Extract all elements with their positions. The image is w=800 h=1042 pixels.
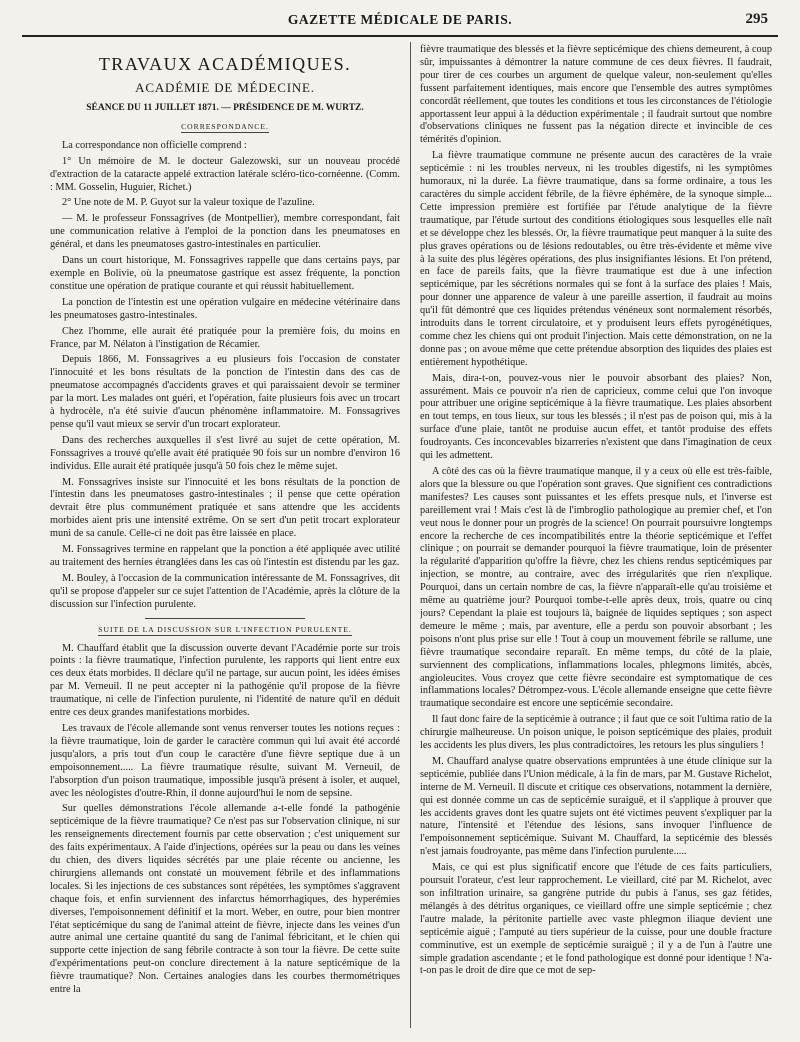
paragraph: Il faut donc faire de la septicémie à outrance ; il faut que ce soit l'ultima ratio de la chirurgie malheureuse. Un poison unique, le poison septicémique des plaies, produit les accidents les plus divers, les plus contradictoires, les retours les plus singuliers ! <box>420 714 772 752</box>
correspondence-label: CORRESPONDANCE. <box>181 121 269 131</box>
paragraph: Sur quelles démonstrations l'école allemande a-t-elle fondé la pathogénie septicémique de la fièvre traumatique? Ce n'est pas sur l'observation clinique, ni sur les renseignements directement fournis par cette observation ; c'est uniquement sur des faits expérimentaux. A l'aide d'injections, opérées sur la peau ou dans les veines du chien, des divers liquides sécrétés par une plaie récente ou ancienne, les chirurgiens allemands ont constaté un mouvement fébrile et des inflammations locales. Si les injections de ces substances sont répétées, les symptômes s'aggravent chaque fois, et enfin surviennent des infarctus hémorrhagiques, des hyperémies diverses, l'empoisonnement définitif et la mort. Weber, en outre, pour bien montrer l'état septicémique du sang de l'animal atteint de fièvre, injecte dans les veines d'un autre animal une certaine quantité du sang de l'animal fébricitant, et le chien qui supporte cette injection de sang fébrile contracte à son tour la fièvre. De cette suite d'expérimentations peut-on conclure directement à la nature septicémique de la fièvre traumatique? Non. Certaines analogies dans les courbes thermométriques entre la <box>50 803 400 996</box>
paragraph: M. Chauffard établit que la discussion ouverte devant l'Académie porte sur trois points : la fièvre traumatique, l'infection purulente, les rapports qui lient entre eux ces deux états morbides. Il déclare qu'il ne partage, sur aucun point, les idées émises par M. Verneuil. Il ne peut accepter ni la pathogénie qu'il propose de la fièvre traumatique, ni celle de l'infection purulente, ni l'identité de nature qu'il en déduit entre ces deux grandes manifestations morbides. <box>50 642 400 719</box>
correspondence-heading <box>50 121 400 134</box>
paragraph: M. Chauffard analyse quatre observations empruntées à une étude clinique sur la septicémie, publiée dans l'Union médicale, à la fin de mars, par M. Gustave Richelot, interne de M. Verneuil. Il discute et critique ces observations, notamment la dernière, qui est donnée comme un cas de septicémie suraiguë, et il s'applique à prouver que les accidents graves dont les quatre sujets ont été victimes peuvent s'expliquer par la nature, l'intensité et l'étendue des lésions, sans invoquer l'influence de l'empoisonnement septicémique. Suivant M. Chauffard, la septicémie des blessés n'est jamais foudroyante, pas même dans l'infection purulente..... <box>420 755 772 858</box>
discussion-label: SUITE DE LA DISCUSSION SUR L'INFECTION PURULENTE. <box>98 624 352 634</box>
left-column <box>50 44 400 1030</box>
section-separator <box>145 618 305 619</box>
discussion-heading <box>50 624 400 637</box>
paragraph: Les travaux de l'école allemande sont venus renverser toutes les notions reçues : la fièvre traumatique, loin de garder le caractère commun qui lui avait été accordé jusqu'alors, a pris tout d'un coup le caractère d'une fièvre septique due à un empoisonnement..... La fièvre traumatique résulte, suivant M. Verneuil, de l'absorption d'un poison traumatique, impossible jusqu'à présent à isoler, et auquel, avec les néologistes d'outre-Rhin, il donne aujourd'hui le nom de sepsine. <box>50 722 400 799</box>
paragraph: La correspondance non officielle comprend : <box>62 139 247 151</box>
paragraph: Mais, ce qui est plus significatif encore que l'étude de ces faits particuliers, poursuit l'orateur, c'est leur rapprochement. Le vieillard, cité par M. Richelot, avec son infiltration urinaire, sa gangrène putride du pubis à l'anus, ses gaz fétides, mélangés à des détritus organiques, ce vieillard offre une simple septicémie ; chez l'autre malade, la péritonite partielle avec vaste phlegmon iliaque devient une septicémie aiguë ; l'amputé au tiers supérieur de la cuisse, pour une double fracture comminutive, est un exemple de septicémie suraiguë ; il y a de l'un à l'autre une simple gradation ascendante ; et le fond pathologique est donné pour identique ! N'a-t-on pas le droit de dire que ce mot de sep- <box>420 862 772 977</box>
paragraph: Dans un court historique, M. Fonssagrives rappelle que dans certains pays, par exemple en Bolivie, où la pneumatose gastrique est assez fréquente, la ponction constitue une opération de pratique courante et qui réussit habituellement. <box>50 255 400 292</box>
paragraph: Depuis 1866, M. Fonssagrives a eu plusieurs fois l'occasion de constater l'innocuité et les bons résultats de la ponction de l'intestin dans des cas de pneumatose accompagnés d'accidents graves et qui paraissaient devoir se terminer par la mort. Les malades ont guéri, et l'opération, faite plusieurs fois avec un trocart à hydrocèle, n'a été suivie d'aucun phénomène inflammatoire. M. Fonssagrives pense qu'il vaut mieux se servir d'un trocart explorateur. <box>50 354 400 430</box>
paragraph: Mais, dira-t-on, pouvez-vous nier le pouvoir absorbant des plaies? Non, assurément. Mais ce pouvoir n'a rien de capricieux, comme celui que l'on invoque pour attribuer une origine septicémique à la fièvre traumatique. Les plaies absorbent en tout temps, en tous lieux, sur tous les blessés ; il n'est pas de poison qui, mis à la surface d'une plaie, tantôt ne produise aucun effet, et tantôt produise des effets foudroyants. Ces inconcevables bizarreries n'existent que dans l'imagination de ceux qui les admettent. <box>420 372 772 462</box>
paragraph: La ponction de l'intestin est une opération vulgaire en médecine vétérinaire dans les pneumatoses gastro-intestinales. <box>50 296 400 321</box>
header-rule <box>22 35 778 37</box>
session-heading: SÉANCE DU 11 JUILLET 1871. — PRÉSIDENCE DE M. WURTZ. <box>86 103 364 113</box>
paragraph: Dans des recherches auxquelles il s'est livré au sujet de cette opération, M. Fonssagrives a trouvé qu'elle avait été pratiquée 90 fois sur un nombre d'environ 16 individus. Elle aurait été pratiquée jusqu'à 50 fois chez le même sujet. <box>50 434 400 472</box>
page-header <box>22 10 778 36</box>
paragraph: La fièvre traumatique commune ne présente aucun des caractères de la vraie septicémie : ni les troubles nerveux, ni les troubles digestifs, ni les symptômes humoraux, ni la durée. La fièvre traumatique, dans sa forme ordinaire, a tous les caractères du simple accident fébrile, de la fièvre éphémère, de la synoque simple... Cette impression première est fortifiée par l'étude analytique de la fièvre traumatique, par l'étude surtout des conditions étiologiques sous lesquelles elle naît et se développe chez les blessés. Or, la fièvre traumatique peut manquer à la suite des plus graves opérations ou de lésions redoutables, ou être très-évidente et même vive à la suite des plus légères opérations, des plus insignifiantes lésions. Et l'on prétend, en face de pareils faits, que la fièvre traumatique est due à une infection septicémique, par les sécrétions normales qui se font à la surface des plaies ! Mais, pour donner une apparence de valeur à une pareille assertion, il faudrait au moins qu'il fût démontré que ces liquides prétendus vénéneux sont normalement résorbés, introduits dans le torrent circulatoire, et y produisent leurs effets pyrogénétiques, comme chez les chiens qui ont produit l'injection. Mais cette démonstration, on ne la donne pas ; on avoue même que cette prétendue absorption des liquides des plaies est entièrement hypothétique. <box>420 150 772 368</box>
page-number: 295 <box>745 11 768 27</box>
paragraph: Chez l'homme, elle aurait été pratiquée pour la première fois, du moins en France, par M. Nélaton à l'instigation de Récamier. <box>50 325 400 350</box>
paragraph: 1° Un mémoire de M. le docteur Galezowski, sur un nouveau procédé d'extraction de la cataracte appelé extraction latérale scléro-tico-cornéenne. (Comm. : MM. Gosselin, Huguier, Richet.) <box>50 155 400 193</box>
paragraph: M. Fonssagrives termine en rappelant que la ponction a été appliquée avec utilité au traitement des hernies étranglées dans les cas où l'intestin est distendu par les gaz. <box>50 544 400 568</box>
column-divider <box>410 42 411 1028</box>
paragraph: M. Fonssagrives insiste sur l'innocuité et les bons résultats de la ponction de l'intestin dans les pneumatoses gastro-intestinales ; il pense que cette opération devrait être plus communément pratiquée et sans attendre que les accidents morbides aient pris une intensité extrême. On se sert d'un petit trocart explorateur muni de sa canule. Celle-ci ne doit pas être laissée en place. <box>50 476 400 540</box>
right-column <box>420 44 772 1030</box>
running-title: GAZETTE MÉDICALE DE PARIS. <box>287 12 513 27</box>
paragraph: 2° Une note de M. P. Guyot sur la valeur toxique de l'azuline. <box>62 197 315 209</box>
paragraph: M. Bouley, à l'occasion de la communication intéressante de M. Fonssagrives, dit qu'il se propose d'appeler sur ce sujet l'attention de l'Académie, après la clôture de la discussion sur l'infection purulente. <box>50 572 400 610</box>
academy-heading: ACADÉMIE DE MÉDECINE. <box>135 80 315 95</box>
paragraph: — M. le professeur Fonssagrives (de Montpellier), membre correspondant, fait une communication relative à l'emploi de la ponction dans les pneumatoses en général, et dans les pneumatoses gastro-intestinales en particulier. <box>50 213 400 251</box>
paragraph: A côté des cas où la fièvre traumatique manque, il y a ceux où elle est très-faible, alors que la blessure ou que l'opération sont graves. Que signifient ces contradictions manifestes? Les causes sont puissantes et les effets presque nuls, et l'inverse est pareillement vrai ! Mais c'est là de l'imbroglio pathologique au premier chef, et l'on veut nous le donner pour un progrès de la science! On pourrait poursuivre longtemps encore la recherche de ces incompatibilités entre la théorie septicémique et l'effet clinique ; on pourrait se demander pourquoi la fièvre traumatique, loin de présenter la régularité d'apparition qu'offre la fièvre, chez les chiens rendus septicémiques par injection, se montre, au contraire, avec des irrégularités que rien n'explique. Pourquoi, dans un certain nombre de cas, la fièvre n'apparaît-elle qu'au troisième et même au quatrième jour? Pourquoi tombe-t-elle après deux, trois, quatre ou cinq jours? Cependant la plaie est toujours là, baignée de liquides septiques ; son aspect demeure le même ; mais, par aventure, elle a perdu son pouvoir absorbant ; les poisons n'ont plus prise sur elle ! Tout à coup un mouvement fébrile se rallume, une fièvre traumatique secondaire reparaît. En même temps, du côté de la plaie, surviennent des complications, inflammations locales, phlegmons limités, abcès, angioleucites. Vous croyez que cette fièvre secondaire est symptomatique de ces inflammations locales? Détrompez-vous. L'école allemande enseigne que cette fièvre traumatique secondaire est encore une septicémie secondaire. <box>420 466 772 710</box>
paragraph: fièvre traumatique des blessés et la fièvre septicémique des chiens demeurent, à coup sûr, impuissantes à démontrer la nature commune de ces deux fièvres. Il faudrait, pour tirer de ces courbes un argument de quelque valeur, non-seulement qu'elles fussent parfaitement identiques, mais encore que l'ensemble des autres symptômes concordât réellement, que toutes les conditions et tous les circonstances de l'étiologie apportassent leur appui à la déduction expérimentale ; il faudrait surtout que nombre d'observations cliniques ne fussent pas la négation directe et invincible de ces témérités d'opinion. <box>420 44 772 146</box>
section-title: TRAVAUX ACADÉMIQUES. <box>98 54 352 74</box>
